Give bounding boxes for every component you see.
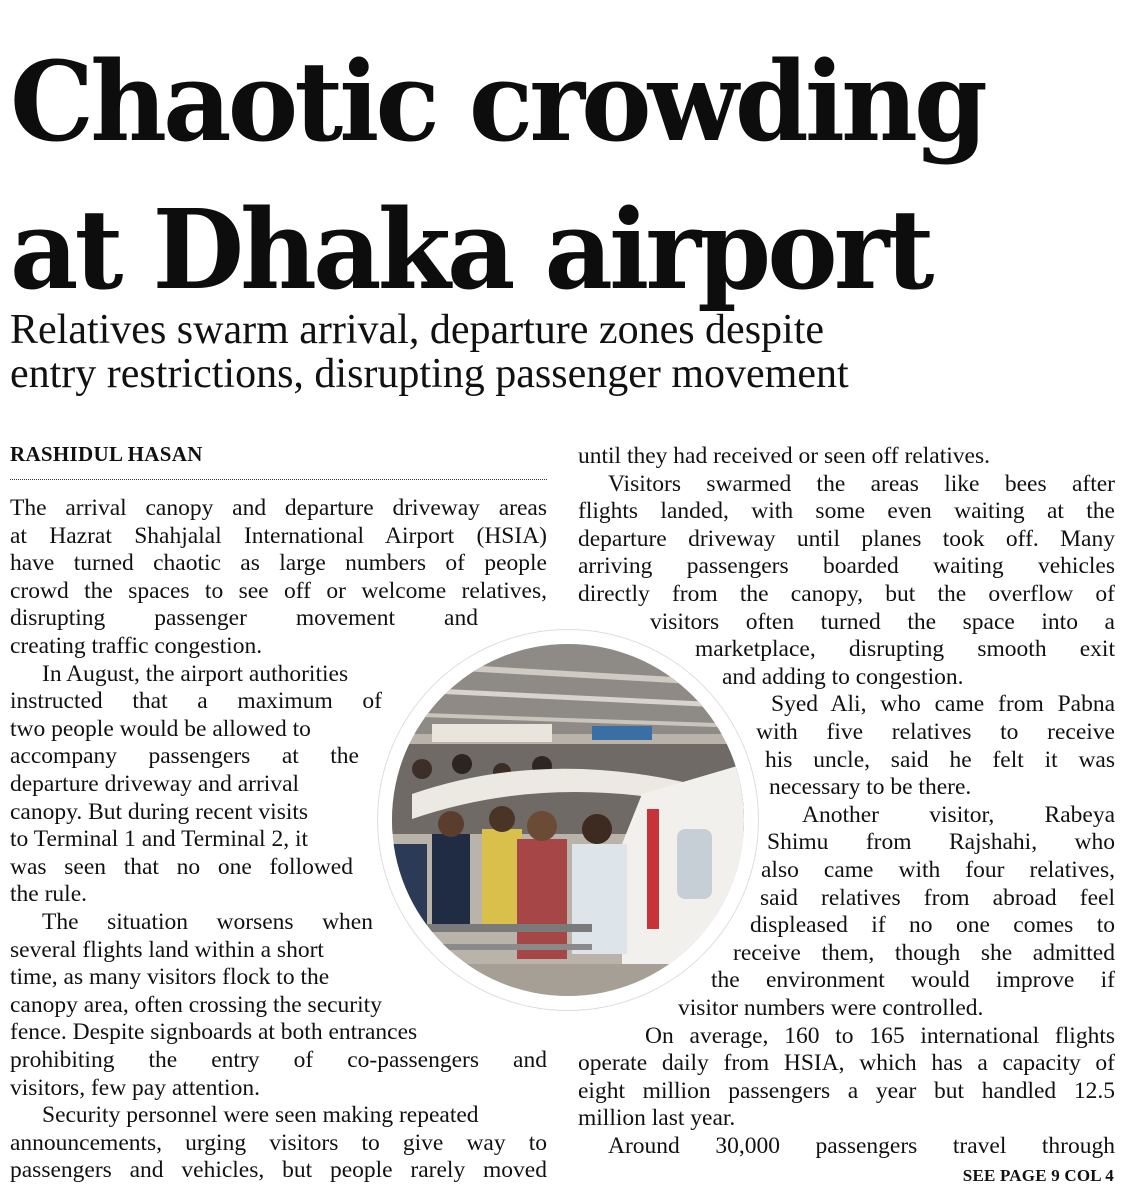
text-line: the environment would improve if: [711, 967, 1115, 994]
text-line: with five relatives to receive: [756, 719, 1115, 745]
text-line: several flights land within a short: [10, 936, 324, 963]
text-line: eight million passengers a year but handled 12.5: [578, 1077, 1115, 1104]
text-line: directly from the canopy, but the overflow of: [578, 581, 1115, 607]
crowd-photo-icon: [392, 644, 744, 996]
text-line: his uncle, said he felt it was: [765, 746, 1115, 773]
text-line: was seen that no one followed: [10, 853, 353, 880]
text-line: also came with four relatives,: [761, 857, 1115, 883]
text-line: time, as many visitors flock to the: [10, 964, 330, 991]
text-line: Around 30,000 passengers travel through: [608, 1133, 1115, 1159]
headline-line-2: at Dhaka airport: [10, 185, 931, 314]
text-line: displeased if no one comes to: [750, 912, 1115, 939]
text-line: accompany passengers at the: [10, 743, 359, 770]
deck-line-1: Relatives swarm arrival, departure zones despite: [10, 307, 825, 353]
text-line: have turned chaotic as large numbers of people: [10, 550, 547, 577]
text-line: Another visitor, Rabeya: [802, 801, 1115, 828]
text-line: to Terminal 1 and Terminal 2, it: [10, 826, 309, 853]
text-line: disrupting passenger movement and: [10, 605, 478, 632]
headline-line-1: Chaotic crowding: [10, 37, 985, 166]
byline-divider: [10, 479, 547, 480]
deck-line-2: entry restrictions, disrupting passenger movement: [10, 351, 849, 397]
text-line: canopy area, often crossing the security: [10, 991, 382, 1018]
text-line: Syed Ali, who came from Pabna: [771, 691, 1115, 718]
text-line: visitors, few pay attention.: [10, 1074, 260, 1101]
text-line: The situation worsens when: [42, 909, 373, 935]
headline: [10, 28, 1066, 324]
text-line: the rule.: [10, 881, 87, 908]
text-line: passengers and vehicles, but people rarely moved: [10, 1157, 547, 1184]
text-line: marketplace, disrupting smooth exit: [695, 636, 1115, 663]
text-line: arriving passengers boarded waiting vehicles: [578, 553, 1115, 580]
text-line: said relatives from abroad feel: [760, 884, 1115, 911]
text-line: two people would be allowed to: [10, 715, 311, 742]
text-line: prohibiting the entry of co-passengers and: [10, 1047, 547, 1073]
text-line: announcements, urging visitors to give way to: [10, 1129, 547, 1156]
text-line: until they had received or seen off relatives.: [578, 443, 990, 469]
text-line: On average, 160 to 165 international flights: [645, 1022, 1115, 1049]
text-line: Security personnel were seen making repeated: [42, 1102, 479, 1129]
text-line: departure driveway and arrival: [10, 771, 300, 797]
text-line: instructed that a maximum of: [10, 688, 382, 715]
text-line: visitor numbers were controlled.: [678, 995, 984, 1021]
text-line: receive them, though she admitted: [733, 939, 1115, 966]
text-line: flights landed, with some even waiting at the: [578, 498, 1115, 525]
text-line: creating traffic congestion.: [10, 633, 263, 659]
deck-subheadline: [10, 308, 1116, 396]
text-line: Shimu from Rajshahi, who: [767, 829, 1115, 856]
text-line: canopy. But during recent visits: [10, 798, 309, 825]
text-line: crowd the spaces to see off or welcome relatives,: [10, 577, 547, 604]
text-line: operate daily from HSIA, which has a capacity of: [578, 1050, 1115, 1077]
text-line: visitors often turned the space into a: [650, 608, 1115, 635]
text-line: departure driveway until planes took off. Many: [578, 525, 1115, 552]
text-line: In August, the airport authorities: [42, 660, 349, 687]
jump-line: SEE PAGE 9 COL 4: [962, 1166, 1114, 1185]
text-line: million last year.: [578, 1105, 736, 1132]
text-line: necessary to be there.: [769, 774, 972, 801]
text-line: The arrival canopy and departure driveway areas: [10, 495, 547, 521]
text-line: and adding to congestion.: [722, 663, 964, 690]
byline: RASHIDUL HASAN: [10, 442, 203, 466]
text-line: at Hazrat Shahjalal International Airport (HSIA): [10, 522, 547, 549]
text-line: fence. Despite signboards at both entrances: [10, 1019, 418, 1046]
text-line: Visitors swarmed the areas like bees after: [608, 470, 1115, 497]
article-photo: [378, 630, 758, 1010]
